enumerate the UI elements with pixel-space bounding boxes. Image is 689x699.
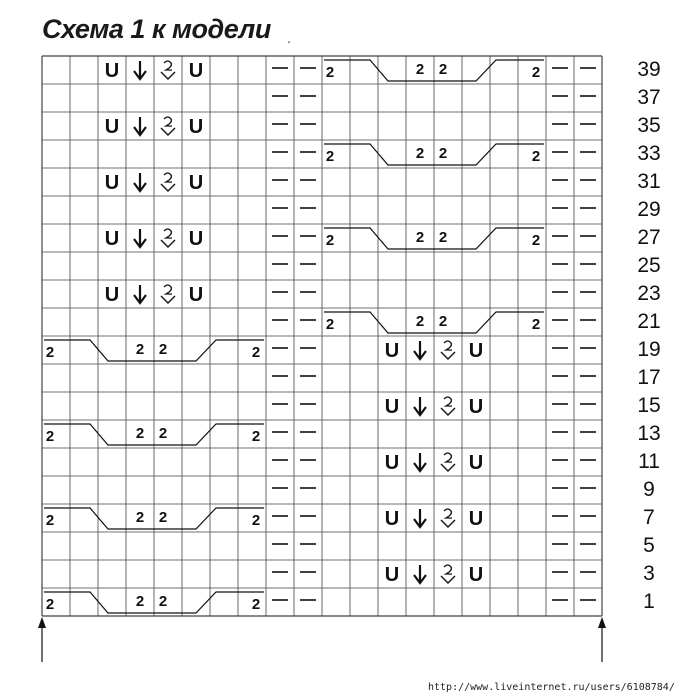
twisted-stitch-loop: [164, 173, 172, 182]
cable-number-label: 2: [135, 425, 145, 442]
row-number: 3: [643, 562, 655, 585]
cable-right-line: [434, 312, 544, 333]
yarn-over-symbol: U: [384, 452, 400, 474]
row-number: 1: [643, 590, 655, 613]
cable-number-label: 2: [251, 344, 261, 361]
cable-number-label: 2: [45, 344, 55, 361]
row-number: 11: [638, 450, 660, 473]
yarn-over-symbol: U: [468, 564, 484, 586]
row-number: 33: [637, 142, 661, 165]
row-number: 21: [637, 310, 661, 333]
row-number: 35: [637, 114, 661, 137]
twisted-stitch-symbol: [161, 128, 175, 135]
twisted-stitch-loop: [164, 229, 172, 238]
repeat-edge-arrowhead: [38, 617, 46, 628]
cable-number-label: 2: [438, 145, 448, 162]
cable-number-label: 2: [251, 512, 261, 529]
cable-number-label: 2: [135, 341, 145, 358]
cable-right-line: [154, 508, 264, 529]
twisted-stitch-symbol: [441, 408, 455, 415]
cable-right-line: [154, 340, 264, 361]
twisted-stitch-loop: [444, 509, 452, 518]
yarn-over-symbol: U: [468, 508, 484, 530]
row-number: 25: [637, 254, 661, 277]
yarn-over-symbol: U: [104, 228, 120, 250]
repeat-edge-arrowhead: [598, 617, 606, 628]
cable-right-line: [434, 228, 544, 249]
twisted-stitch-loop: [444, 453, 452, 462]
yarn-over-symbol: U: [384, 508, 400, 530]
yarn-over-symbol: U: [104, 284, 120, 306]
twisted-stitch-loop: [444, 565, 452, 574]
twisted-stitch-loop: [164, 285, 172, 294]
yarn-over-symbol: U: [468, 340, 484, 362]
twisted-stitch-symbol: [441, 520, 455, 527]
twisted-stitch-loop: [444, 397, 452, 406]
twisted-stitch-symbol: [441, 464, 455, 471]
cable-number-label: 2: [438, 229, 448, 246]
twisted-stitch-loop: [444, 341, 452, 350]
row-number: 7: [643, 506, 655, 529]
cable-right-line: [154, 424, 264, 445]
yarn-over-symbol: U: [188, 60, 204, 82]
row-number: 15: [637, 394, 661, 417]
yarn-over-symbol: U: [468, 452, 484, 474]
yarn-over-symbol: U: [384, 396, 400, 418]
cable-number-label: 2: [531, 64, 541, 81]
twisted-stitch-loop: [164, 117, 172, 126]
cable-number-label: 2: [158, 341, 168, 358]
yarn-over-symbol: U: [188, 228, 204, 250]
row-number: 19: [637, 338, 661, 361]
chart-title: Схема 1 к модели: [42, 14, 271, 44]
cable-number-label: 2: [251, 428, 261, 445]
cable-number-label: 2: [415, 145, 425, 162]
twisted-stitch-symbol: [161, 240, 175, 247]
yarn-over-symbol: U: [384, 340, 400, 362]
cable-number-label: 2: [325, 316, 335, 333]
cable-number-label: 2: [415, 229, 425, 246]
yarn-over-symbol: U: [188, 172, 204, 194]
row-number: 29: [637, 198, 661, 221]
yarn-over-symbol: U: [188, 116, 204, 138]
title-dot: .: [287, 30, 291, 46]
row-number: 37: [637, 86, 661, 109]
cable-number-label: 2: [45, 428, 55, 445]
row-number: 27: [637, 226, 661, 249]
cable-number-label: 2: [135, 509, 145, 526]
row-number: 39: [637, 58, 661, 81]
cable-number-label: 2: [251, 596, 261, 613]
yarn-over-symbol: U: [104, 116, 120, 138]
cable-right-line: [154, 592, 264, 613]
row-number: 17: [637, 366, 661, 389]
row-number: 5: [643, 534, 655, 557]
yarn-over-symbol: U: [384, 564, 400, 586]
twisted-stitch-symbol: [161, 72, 175, 79]
row-number: 23: [637, 282, 661, 305]
yarn-over-symbol: U: [104, 60, 120, 82]
cable-number-label: 2: [415, 313, 425, 330]
cable-number-label: 2: [45, 596, 55, 613]
row-number: 9: [643, 478, 655, 501]
cable-number-label: 2: [531, 148, 541, 165]
twisted-stitch-symbol: [161, 296, 175, 303]
twisted-stitch-symbol: [441, 352, 455, 359]
cable-number-label: 2: [158, 425, 168, 442]
yarn-over-symbol: U: [104, 172, 120, 194]
twisted-stitch-symbol: [161, 184, 175, 191]
cable-number-label: 2: [325, 232, 335, 249]
cable-number-label: 2: [531, 316, 541, 333]
row-number: 13: [637, 422, 661, 445]
cable-number-label: 2: [325, 64, 335, 81]
cable-number-label: 2: [158, 509, 168, 526]
yarn-over-symbol: U: [468, 396, 484, 418]
cable-number-label: 2: [325, 148, 335, 165]
cable-right-line: [434, 144, 544, 165]
cable-number-label: 2: [438, 313, 448, 330]
cable-right-line: [434, 60, 544, 81]
cable-number-label: 2: [158, 593, 168, 610]
twisted-stitch-symbol: [441, 576, 455, 583]
cable-number-label: 2: [45, 512, 55, 529]
cable-number-label: 2: [415, 61, 425, 78]
cable-number-label: 2: [438, 61, 448, 78]
yarn-over-symbol: U: [188, 284, 204, 306]
cable-number-label: 2: [135, 593, 145, 610]
watermark-url: http://www.liveinternet.ru/users/6108784/: [428, 682, 675, 693]
cable-number-label: 2: [531, 232, 541, 249]
twisted-stitch-loop: [164, 61, 172, 70]
row-number: 31: [637, 170, 661, 193]
